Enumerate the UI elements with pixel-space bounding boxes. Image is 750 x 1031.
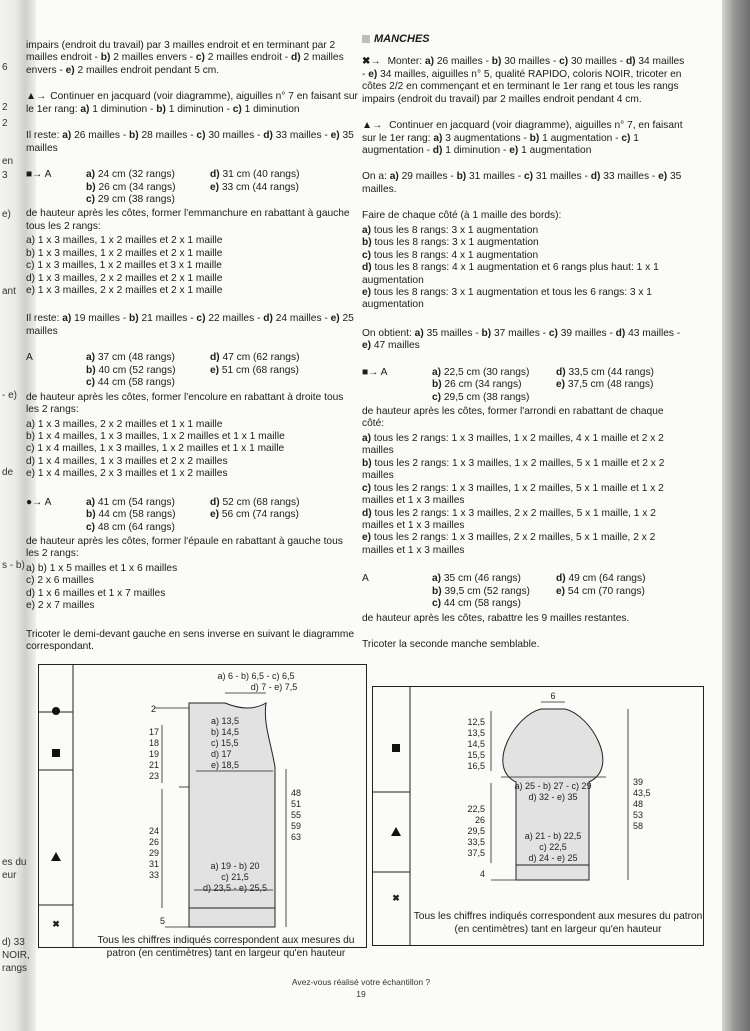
text: 28 mailles - — [138, 130, 197, 142]
paragraph-reverse: Tricoter le demi-devant gauche en sens inverse en suivant le diagramme correspondant. — [26, 628, 355, 653]
diagram-label: 58 — [633, 821, 644, 831]
text: tous les 8 rangs: 3 x 1 augmentation — [371, 237, 539, 249]
size-key: d) — [615, 327, 626, 339]
list-item: a) 1 x 3 mailles, 1 x 2 mailles et 2 x 1 maille — [26, 235, 223, 247]
margin-fragment: de — [2, 467, 14, 478]
margin-fragment: NOIR, — [2, 950, 30, 961]
size-key: e) — [210, 364, 220, 376]
margin-fragment: 6 — [2, 62, 8, 73]
size-key: c) — [362, 482, 372, 494]
margin-fragment: rangs — [2, 963, 28, 974]
diagram-label: e) 18,5 — [211, 760, 240, 770]
text: 34 mailles - — [362, 56, 685, 80]
diagram-label: 26 — [148, 837, 159, 847]
sleeve-caption: Tous les chiffres indiqués correspondent aux mesures du patron (en centimètres) tant en largeur qu'en hauteur — [413, 911, 703, 935]
text: 1 diminution - — [89, 103, 157, 115]
left-column — [26, 40, 358, 654]
diagram-label: 24 — [148, 826, 159, 836]
margin-fragment: ant — [2, 286, 16, 297]
size-key: d) — [362, 262, 372, 274]
cross-marker-icon: ✖ — [52, 919, 60, 929]
text: 33 mailles - — [600, 171, 659, 183]
list-item: c) 1 x 3 mailles, 1 x 2 mailles et 3 x 1 maille — [26, 260, 222, 272]
size-key: c) — [548, 327, 558, 339]
text: 35 mailles. — [362, 171, 682, 195]
text: 30 mailles - — [501, 56, 560, 68]
paragraph-shoulder: de hauteur après les côtes, former l'épaule en rabattant à gauche tous les 2 rangs: — [26, 536, 343, 560]
measure-block-1 — [26, 169, 358, 206]
measure: 26 cm (34 rangs) — [95, 181, 176, 193]
size-key: c) — [432, 391, 442, 403]
text: 1 augmentation - — [362, 132, 639, 157]
page-edge-shadow — [722, 0, 750, 1031]
measure: 26 cm (34 rangs) — [441, 379, 522, 391]
size-key: c) — [86, 377, 96, 389]
paragraph-cap: de hauteur après les côtes, former l'arrondi en rabattant de chaque côté: — [362, 406, 664, 430]
list-item: b) 1 x 3 mailles, 1 x 2 mailles et 2 x 1 maille — [26, 247, 223, 259]
measure: 37 cm (48 rangs) — [95, 352, 175, 364]
size-key: d) — [210, 169, 220, 181]
diagram-label: 59 — [291, 821, 302, 831]
size-key: e) — [210, 509, 220, 521]
size-key: c) — [362, 249, 372, 261]
size-key: d) — [263, 313, 273, 325]
list-item: d) 1 x 6 mailles et 1 x 7 mailles — [26, 587, 166, 599]
measure: 29,5 cm (38 rangs) — [441, 391, 530, 403]
page-number: 19 — [356, 989, 366, 999]
text: 39 mailles - — [557, 327, 616, 339]
measure: 54 cm (70 rangs) — [565, 585, 645, 597]
size-key: a) — [80, 103, 90, 115]
text: 21 mailles - — [138, 313, 197, 325]
measure: 56 cm (74 rangs) — [219, 509, 299, 521]
sleeve-schematic-drawing — [373, 687, 703, 945]
text: 24 mailles - — [272, 313, 331, 325]
diagram-label: d) 24 - e) 25 — [528, 853, 578, 863]
size-key: a) — [432, 573, 442, 585]
margin-fragment: eur — [2, 870, 17, 881]
text: 1 diminution - — [165, 103, 233, 115]
measure: 51 cm (68 rangs) — [219, 364, 299, 376]
text: 1 diminution — [241, 103, 300, 115]
footer-question: Avez-vous réalisé votre échantillon ? — [291, 977, 431, 987]
margin-fragment: 2 — [2, 102, 8, 113]
text: 35 mailles - — [423, 327, 482, 339]
measure: 41 cm (54 rangs) — [95, 496, 175, 508]
diagram-label: 18 — [148, 738, 159, 748]
diagram-label: d) 32 - e) 35 — [528, 792, 578, 802]
size-key: c) — [621, 132, 631, 144]
list-item: a) b) 1 x 5 mailles et 1 x 6 mailles — [26, 562, 178, 574]
size-key: b) — [456, 171, 467, 183]
diagram-label: 15,5 — [467, 750, 485, 760]
size-key: d) — [590, 171, 601, 183]
right-column — [362, 33, 688, 651]
text: Continuer en jacquard (voir diagramme), aiguilles n° 7, en faisant sur le 1er rang: — [362, 120, 683, 144]
measure: 31 cm (40 rangs) — [219, 169, 300, 181]
text: tous les 2 rangs: 1 x 3 mailles, 2 x 2 mailles, 5 x 1 maille, 2 x 2 mailles et 1 x 3 mailles — [362, 532, 656, 556]
size-key: a) — [424, 56, 434, 68]
size-key: b) — [529, 132, 540, 144]
text: 31 mailles - — [466, 171, 524, 183]
size-key: e) — [368, 68, 378, 80]
section-title — [362, 33, 688, 46]
text: mailles envers - — [26, 52, 344, 76]
text: 26 mailles - — [71, 130, 130, 142]
margin-fragment: 3 — [2, 170, 8, 181]
diagram-label: 6 — [550, 691, 556, 701]
front-schematic — [38, 664, 367, 959]
size-key: b) — [362, 457, 372, 469]
measure: 44 cm (58 rangs) — [441, 598, 521, 610]
diagram-label: 39 — [633, 777, 644, 787]
size-key: c) — [86, 521, 96, 533]
text: 19 mailles - — [71, 313, 130, 325]
text: 37 mailles - — [491, 327, 549, 339]
list-item: d) 1 x 3 mailles, 2 x 2 mailles et 2 x 1 maille — [26, 272, 223, 284]
margin-fragment: 2 — [2, 118, 8, 129]
text: 2 mailles endroit - — [26, 40, 336, 64]
text: 47 mailles — [371, 340, 420, 352]
text: 30 mailles - — [205, 130, 264, 142]
text: On a: — [362, 171, 390, 183]
diagram-label: 37,5 — [467, 848, 485, 858]
size-key: e) — [362, 286, 372, 298]
diagram-label: 14,5 — [467, 739, 485, 749]
list-item: c) 1 x 4 mailles, 1 x 3 mailles, 1 x 2 mailles et 1 x 1 maille — [26, 443, 285, 455]
size-key: b) — [481, 327, 492, 339]
measure-block-5 — [362, 573, 688, 610]
square-marker-icon — [392, 744, 400, 752]
size-key: b) — [491, 56, 502, 68]
diagram-label: 53 — [633, 810, 644, 820]
diagram-label: a) 13,5 — [211, 716, 240, 726]
margin-fragment: es du — [2, 857, 27, 868]
paragraph-neckline: de hauteur après les côtes, former l'encolure en rabattant à droite tous les 2 rangs: — [26, 391, 344, 416]
measure: 33,5 cm (44 rangs) — [565, 366, 654, 378]
a-symbol: A — [26, 352, 33, 364]
size-key: d) — [291, 52, 301, 64]
text: tous les 2 rangs: 1 x 3 mailles, 1 x 2 mailles, 5 x 1 maille et 2 x 2 mailles — [362, 457, 665, 482]
size-key: c) — [432, 598, 442, 610]
triangle-arrow-symbol: ▲→ — [362, 120, 383, 132]
list-item: b) 1 x 4 mailles, 1 x 3 mailles, 1 x 2 mailles et 1 x 1 maille — [26, 430, 285, 442]
size-key: a) — [389, 171, 399, 183]
size-key: e) — [330, 313, 340, 325]
text: tous les 8 rangs: 4 x 1 augmentation et 6 rangs plus haut: 1 x 1 augmentation — [362, 262, 659, 286]
size-key: c) — [86, 193, 96, 205]
diagram-label: 43,5 — [633, 788, 651, 798]
diagram-label: 63 — [291, 832, 302, 842]
text: 33 mailles - — [272, 130, 331, 142]
text: 26 mailles - — [434, 56, 492, 68]
diagram-label: c) 21,5 — [221, 872, 249, 882]
text: On obtient: — [362, 327, 415, 339]
text: tous les 2 rangs: 1 x 3 mailles, 1 x 2 mailles, 4 x 1 maille et 2 x 2 mailles — [362, 432, 664, 457]
diagram-label: 26 — [474, 815, 485, 825]
size-key: a) — [362, 432, 372, 444]
diagram-label: 33,5 — [467, 837, 485, 847]
size-key: a) — [432, 366, 442, 378]
diagram-label: c) 22,5 — [539, 842, 567, 852]
circle-marker-icon — [52, 707, 60, 715]
square-arrow-symbol: ■→ A — [26, 169, 52, 181]
list-item — [362, 458, 688, 483]
diagram-label: 48 — [633, 799, 644, 809]
size-key: b) — [432, 379, 442, 391]
shoulder-list — [26, 563, 358, 613]
size-key: c) — [196, 130, 206, 142]
size-key: e) — [65, 64, 75, 76]
square-arrow-symbol: ■→ A — [362, 366, 388, 378]
size-key: a) — [86, 496, 96, 508]
diagram-label: d) 7 - e) 7,5 — [250, 682, 298, 692]
size-key: e) — [509, 145, 519, 157]
margin-fragment: e) — [2, 209, 11, 220]
size-key: d) — [432, 145, 443, 157]
size-key: c) — [232, 103, 242, 115]
size-key: b) — [100, 52, 111, 64]
text: tous les 2 rangs: 1 x 3 mailles, 2 x 2 mailles, 5 x 1 maille, 1 x 2 mailles et 1 x 3 mailles — [362, 507, 656, 531]
front-schematic-drawing — [39, 665, 366, 947]
size-key: d) — [556, 366, 566, 378]
size-key: b) — [86, 181, 96, 193]
diagram-label: a) 6 - b) 6,5 - c) 6,5 — [217, 671, 295, 681]
margin-fragment: d) 33 — [2, 937, 25, 948]
size-key: e) — [658, 171, 668, 183]
text: 1 diminution - — [442, 145, 510, 157]
diagram-label: 29,5 — [467, 826, 485, 836]
paragraph-jacquard: Continuer en jacquard (voir diagramme), aiguilles n° 7 en faisant sur le 1er rang: — [26, 91, 358, 115]
measure-block-3 — [26, 497, 358, 534]
measure: 35 cm (46 rangs) — [441, 573, 521, 585]
neckline-list — [26, 419, 358, 481]
size-key: a) — [62, 130, 72, 142]
diagram-label: 13,5 — [467, 728, 485, 738]
diagram-label: d) 17 — [211, 749, 232, 759]
square-bullet-icon — [362, 35, 370, 43]
diagram-label: b) 14,5 — [211, 727, 240, 737]
size-key: e) — [210, 181, 220, 193]
list-item — [362, 532, 688, 557]
size-key: a) — [86, 352, 96, 364]
diagram-label: c) 15,5 — [211, 738, 239, 748]
size-key: a) — [362, 224, 372, 236]
list-item — [362, 483, 688, 508]
diagram-label: 51 — [291, 799, 302, 809]
text: 43 mailles - — [625, 327, 681, 339]
size-key: c) — [559, 56, 569, 68]
text: 35 mailles — [26, 130, 354, 154]
size-key: b) — [129, 313, 139, 325]
diagram-label: 16,5 — [467, 761, 485, 771]
size-key: e) — [362, 340, 372, 352]
diagram-label: 21 — [148, 760, 159, 770]
size-key: d) — [263, 130, 273, 142]
diagram-label: 33 — [148, 870, 159, 880]
list-item — [362, 262, 688, 287]
cross-arrow-symbol: ✖→ — [362, 56, 381, 68]
size-key: b) — [432, 585, 442, 597]
diagram-label: 4 — [479, 869, 485, 879]
text: tous les 8 rangs: 3 x 1 augmentation et tous les 6 rangs: 3 x 1 augmentation — [362, 286, 652, 311]
text: Il reste: — [26, 313, 63, 325]
diagram-label: 31 — [148, 859, 159, 869]
text: 1 augmentation — [518, 145, 592, 157]
text: Il reste: — [26, 130, 63, 142]
size-key: e) — [362, 532, 372, 544]
size-key: e) — [556, 585, 566, 597]
increases-list — [362, 225, 688, 312]
list-item — [362, 508, 688, 533]
text: 3 augmentations - — [442, 132, 530, 144]
list-item: d) 1 x 4 mailles, 1 x 3 mailles et 2 x 2 mailles — [26, 455, 228, 467]
size-key: c) — [196, 313, 206, 325]
diagram-label: 55 — [291, 810, 302, 820]
text: tous les 8 rangs: 4 x 1 augmentation — [371, 249, 539, 261]
text: tous les 8 rangs: 3 x 1 augmentation — [371, 224, 539, 236]
text: Monter: — [384, 56, 425, 68]
text: 29 mailles - — [398, 171, 457, 183]
text: 2 mailles envers - — [110, 52, 196, 64]
list-item: c) 2 x 6 mailles — [26, 575, 94, 587]
size-key: d) — [556, 573, 566, 585]
paragraph-ribbing: impairs (endroit du travail) par 3 mailles endroit et en terminant par — [26, 40, 327, 51]
cross-marker-icon: ✖ — [392, 893, 400, 903]
text: tous les 2 rangs: 1 x 3 mailles, 1 x 2 mailles, 5 x 1 maille et 1 x 2 mailles et 1 x 3 mailles — [362, 482, 664, 507]
measure: 48 cm (64 rangs) — [95, 521, 175, 533]
size-key: e) — [556, 379, 566, 391]
size-key: d) — [210, 352, 220, 364]
measure: 47 cm (62 rangs) — [219, 352, 300, 364]
cap-list — [362, 433, 688, 557]
diagram-label: a) 25 - b) 27 - c) 29 — [514, 781, 592, 791]
text: 2 mailles endroit pendant 5 cm. — [74, 64, 220, 76]
diagram-label: 5 — [160, 916, 166, 926]
sleeve-schematic — [372, 686, 704, 946]
paragraph-increases-intro: Faire de chaque côté (à 1 maille des bords): — [362, 210, 562, 222]
diagram-label: 19 — [148, 749, 159, 759]
size-key: e) — [330, 130, 340, 142]
diagram-label: 48 — [291, 788, 302, 798]
measure-block-2 — [26, 352, 358, 389]
size-key: a) — [433, 132, 443, 144]
text: 25 mailles — [26, 313, 354, 337]
list-item: e) 1 x 4 mailles, 2 x 3 mailles et 1 x 2 mailles — [26, 468, 228, 480]
diagram-label: a) 21 - b) 22,5 — [524, 831, 582, 841]
size-key: a) — [62, 313, 72, 325]
size-key: c) — [523, 171, 533, 183]
paragraph-armhole: de hauteur après les côtes, former l'emmanchure en rabattant à gauche tous les 2 rangs: — [26, 208, 350, 232]
measure: 33 cm (44 rangs) — [219, 181, 299, 193]
diagram-label: 23 — [148, 771, 159, 781]
list-item: e) 1 x 3 mailles, 2 x 2 mailles et 2 x 1 maille — [26, 285, 223, 296]
measure: 29 cm (38 rangs) — [95, 193, 175, 205]
diagram-label: 2 — [151, 704, 157, 714]
a-symbol: A — [362, 573, 369, 585]
square-marker-icon — [52, 749, 60, 757]
margin-fragment: - e) — [2, 390, 17, 401]
measure: 44 cm (58 rangs) — [95, 377, 175, 389]
size-key: b) — [86, 364, 96, 376]
text: 2 mailles endroit - — [204, 52, 291, 64]
measure: 37,5 cm (48 rangs) — [565, 379, 654, 391]
list-item — [362, 225, 688, 237]
paragraph-bind-off: de hauteur après les côtes, rabattre les 9 mailles restantes. — [362, 612, 630, 624]
triangle-marker-icon — [391, 827, 401, 836]
list-item — [362, 237, 688, 249]
size-key: b) — [86, 509, 96, 521]
list-item — [362, 250, 688, 262]
size-key: d) — [362, 507, 372, 519]
measure: 22,5 cm (30 rangs) — [441, 366, 530, 378]
measure: 39,5 cm (52 rangs) — [441, 585, 530, 597]
list-item: a) 1 x 3 mailles, 2 x 2 mailles et 1 x 1 maille — [26, 418, 223, 430]
section-title-text: MANCHES — [374, 33, 430, 45]
text: 22 mailles - — [205, 313, 264, 325]
list-item — [362, 433, 688, 458]
diagram-label: 22,5 — [467, 804, 485, 814]
diagram-label: 12,5 — [467, 717, 485, 727]
measure-block-4 — [362, 367, 688, 404]
size-key: a) — [414, 327, 424, 339]
text: 31 mailles - — [533, 171, 591, 183]
text: 30 mailles - — [568, 56, 626, 68]
armhole-list — [26, 235, 358, 297]
measure: 40 cm (52 rangs) — [95, 364, 176, 376]
triangle-marker-icon — [51, 852, 61, 861]
diagram-label: d) 23,5 - e) 25,5 — [202, 883, 268, 893]
margin-fragment: en — [2, 156, 14, 167]
size-key: c) — [195, 52, 205, 64]
front-caption: Tous les chiffres indiqués correspondent aux mesures du patron (en centimètres) tant en largeur qu'en hauteur — [97, 935, 355, 959]
text: 34 mailles, aiguilles n° 5, qualité RAPIDO, coloris NOIR, tricoter en côtes 2/2 en commençant et en terminant le 1er rang et tous les rangs impairs (endroit du travail) par 2 mailles endroit pendant 4 cm. — [362, 68, 682, 105]
text: 2 — [300, 52, 310, 64]
measure: 49 cm (64 rangs) — [565, 573, 646, 585]
size-key: b) — [156, 103, 166, 115]
triangle-arrow-symbol: ▲→ — [26, 91, 47, 103]
size-key: a) — [86, 169, 96, 181]
text: 1 augmentation - — [539, 132, 622, 144]
size-key: d) — [625, 56, 636, 68]
size-key: b) — [129, 130, 139, 142]
circle-arrow-symbol: ●→ A — [26, 496, 52, 508]
measure: 24 cm (32 rangs) — [95, 169, 175, 181]
diagram-label: 29 — [148, 848, 159, 858]
diagram-label: 17 — [148, 727, 159, 737]
paragraph-second-sleeve: Tricoter la seconde manche semblable. — [362, 639, 540, 651]
list-item: e) 2 x 7 mailles — [26, 600, 95, 612]
diagram-label: a) 19 - b) 20 — [210, 861, 260, 871]
size-key: d) — [210, 496, 220, 508]
margin-fragment: s - b) — [2, 560, 25, 571]
measure: 44 cm (58 rangs) — [95, 509, 176, 521]
size-key: b) — [362, 237, 372, 249]
measure: 52 cm (68 rangs) — [219, 496, 300, 508]
list-item — [362, 287, 688, 312]
